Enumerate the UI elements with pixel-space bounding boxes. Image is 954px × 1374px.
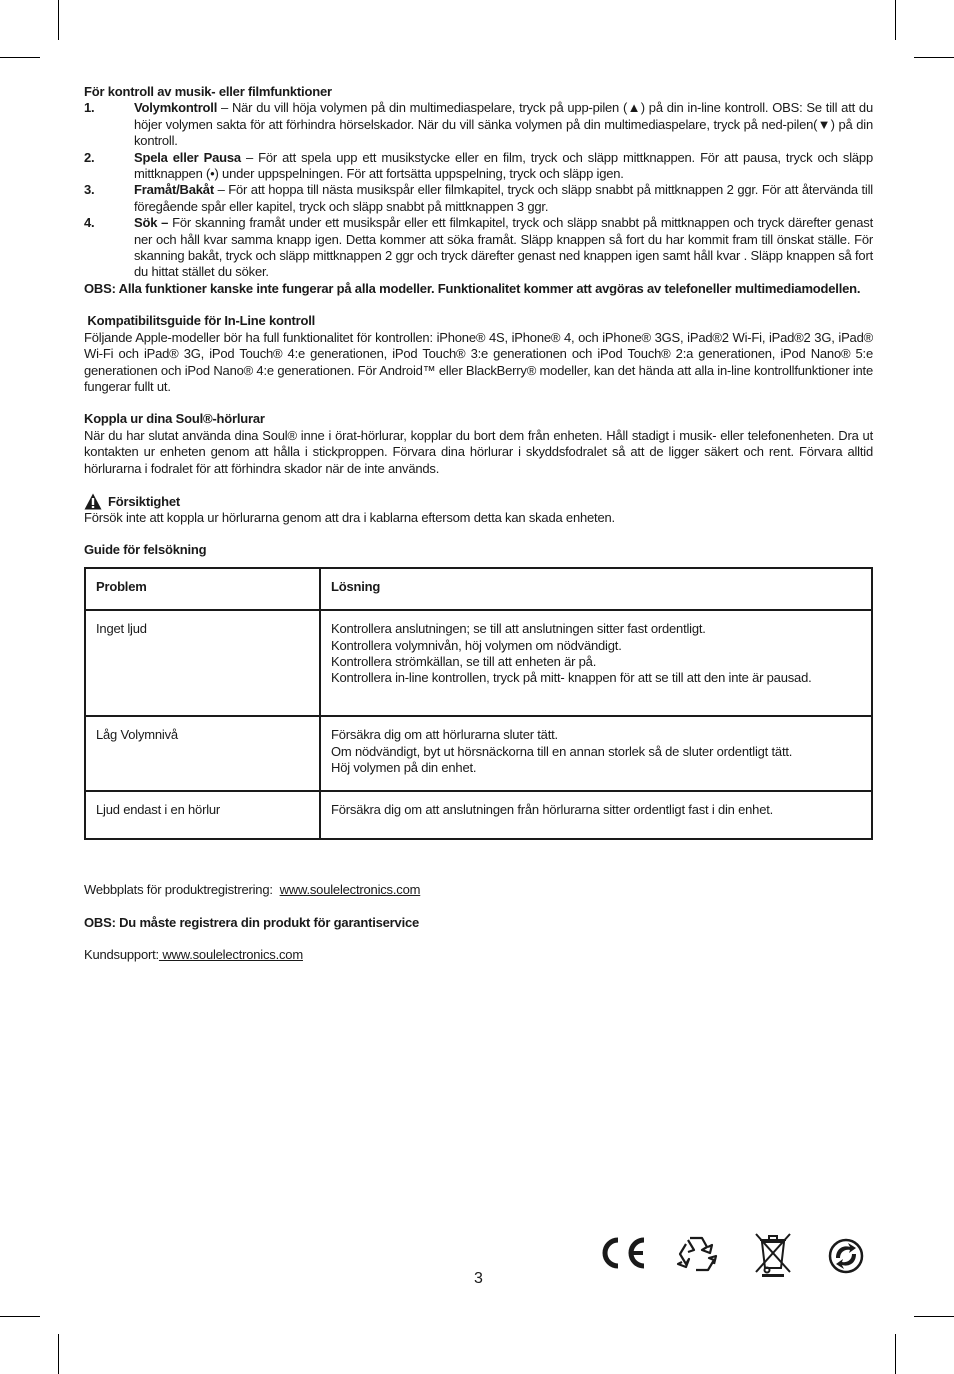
problem-cell: Ljud endast i en hörlur	[85, 791, 320, 839]
music-heading: För kontroll av musik- eller filmfunktioner	[84, 84, 332, 99]
solution-line: Kontrollera anslutningen; se till att anslutningen sitter fast ordentligt.	[331, 621, 706, 637]
solution-cell	[320, 791, 872, 839]
crop-mark	[58, 1334, 59, 1374]
crop-mark	[914, 57, 954, 58]
item-number: 3.	[84, 182, 95, 198]
crop-mark	[58, 0, 59, 40]
table-row	[85, 610, 872, 716]
warranty-note: OBS: Du måste registrera din produkt för garantiservice	[84, 914, 420, 930]
item-label: Sök –	[134, 215, 169, 231]
solution-line: Kontrollera strömkällan, se till att enheten är på.	[331, 653, 597, 669]
music-controls-list	[84, 100, 873, 280]
item-label: Volymkontroll	[134, 100, 218, 116]
disconnect-heading: Koppla ur dina Soul®-hörlurar	[84, 411, 265, 427]
list-item	[84, 215, 873, 281]
support-label: Kundsupport:	[84, 947, 159, 963]
caution-text: Försök inte att koppla ur hörlurarna genom att dra i kablarna eftersom detta kan skada enheten.	[84, 509, 615, 525]
disconnect-text: När du har slutat använda dina Soul® inne i örat-hörlurar, kopplar du bort dem från enheten. Håll stadigt i musik- eller telefonenheten. Dra ut kontakten ur enheten genom att hålla i stickproppen. Förvara dina hörlurar i skyddsfodralet så att de ligger säkert och rent. Förvara alltid hörlurarna i fodralet för att förhindra skador när de inte används.	[84, 427, 873, 476]
solution-line: Kontrollera volymnivån, höj volymen om nödvändigt.	[331, 637, 622, 653]
list-item	[84, 182, 873, 215]
problem-cell: Inget ljud	[85, 610, 320, 716]
item-number: 1.	[84, 100, 95, 116]
compat-heading: Kompatibilitsguide för In-Line kontroll	[84, 313, 316, 329]
solution-cell	[320, 610, 872, 716]
page-content	[84, 84, 873, 980]
compatibility-note: OBS: Alla funktioner kanske inte fungerar på alla modeller. Funktionalitet kommer att avgöras av telefoneller multimediamodellen.	[84, 280, 861, 296]
column-header-solution: Lösning	[320, 568, 872, 610]
item-text: – För att spela upp ett musikstycke eller en film, tryck och släpp mittknappen. För att pausa, tryck och släpp mittknappen (•) under uppspelningen. För att fortsätta uppspelning, tryck och släpp igen.	[134, 149, 873, 182]
registration-label: Webbplats för produktregistrering:	[84, 882, 280, 898]
column-header-problem: Problem	[85, 568, 320, 610]
solution-line: Kontrollera in-line kontrollen, tryck på mitt- knappen för att se till att den inte är pausad.	[331, 670, 812, 686]
table-header-row	[85, 568, 872, 610]
compat-text: Följande Apple-modeller bör ha full funktionalitet för kontrollen: iPhone® 4S, iPhone® 4, och iPhone® 3GS, iPad®2 Wi-Fi, iPad®2 3G, iPad® Wi-Fi och iPad® 3G, iPod Touch® 4:e generationen, iPod Touch® 3:e generationen och iPod Touch® 2:a generationen, iPod Nano® 5:e generationen och iPod Nano® 4:e generationen. För Android™ eller BlackBerry® modeller, kan det hända att alla in-line kontrollfunktioner inte fungerar fullt ut.	[84, 329, 873, 394]
recycle-icon	[674, 1234, 718, 1274]
registration-line	[84, 882, 873, 898]
crop-mark	[895, 1334, 896, 1374]
item-label: Framåt/Bakåt	[134, 182, 214, 198]
page-number: 3	[474, 1270, 483, 1287]
solution-line: Försäkra dig om att hörlurarna sluter tätt.	[331, 727, 558, 743]
crop-mark	[0, 57, 40, 58]
list-item	[84, 150, 873, 183]
crop-mark	[914, 1316, 954, 1317]
solution-line: Försäkra dig om att anslutningen från hörlurarna sitter ordentligt fast i din enhet.	[331, 802, 774, 818]
troubleshoot-heading: Guide för felsökning	[84, 542, 207, 558]
item-text: – För att hoppa till nästa musikspår eller filmkapitel, tryck och släpp snabbt på mittknappen 2 ggr. För att återvända till föregående spår eller kapitel, tryck och släpp snabbt på mittknappen 3 ggr.	[134, 182, 873, 214]
item-text: – När du vill höja volymen på din multimediaspelare, tryck på upp-pilen (▲) på din in-line kontroll. OBS: Se till att du höjer volymen sakta för att förhindra hörselskador. När du vill sänka volymen på din multimediaspelare, tryck på ned-pilen(▼) på din kontroll.	[134, 100, 873, 149]
weee-crossed-bin-icon	[752, 1232, 794, 1278]
support-line	[84, 947, 873, 963]
item-number: 2.	[84, 149, 95, 165]
solution-line: Om nödvändigt, byt ut hörsnäckorna till en annan storlek så de sluter ordentligt tätt.	[331, 743, 793, 759]
crop-mark	[0, 1316, 40, 1317]
ce-mark-icon	[596, 1236, 648, 1270]
item-text: För skanning framåt under ett musikspår eller ett filmkapitel, tryck och släpp snabbt på mittknappen och tryck därefter genast ner och håll kvar samma knapp igen. Detta kommer att söka framåt. Släpp knappen så fort du har kommit fram till önskat ställe. För skanning bakåt, tryck och släpp mittknappen 2 ggr och tryck därefter genast ned knappen igen samt håll kvar . Släpp knappen så fort du hittat stället du söker.	[134, 215, 873, 280]
caution-heading: Försiktighet	[108, 493, 180, 509]
troubleshoot-table	[84, 567, 873, 841]
green-dot-icon	[828, 1238, 864, 1274]
warning-triangle-icon	[84, 493, 102, 510]
support-link[interactable]: www.soulelectronics.com	[158, 947, 303, 963]
table-row	[85, 791, 872, 839]
problem-cell: Låg Volymnivå	[85, 716, 320, 791]
item-number: 4.	[84, 215, 95, 231]
list-item	[84, 100, 873, 149]
solution-cell	[320, 716, 872, 791]
footer	[84, 882, 873, 963]
crop-mark	[895, 0, 896, 40]
registration-link[interactable]: www.soulelectronics.com	[279, 882, 421, 898]
caution-heading-row	[84, 493, 873, 510]
item-label: Spela eller Pausa	[134, 149, 241, 165]
solution-line: Höj volymen på din enhet.	[331, 759, 477, 775]
table-row	[85, 716, 872, 791]
